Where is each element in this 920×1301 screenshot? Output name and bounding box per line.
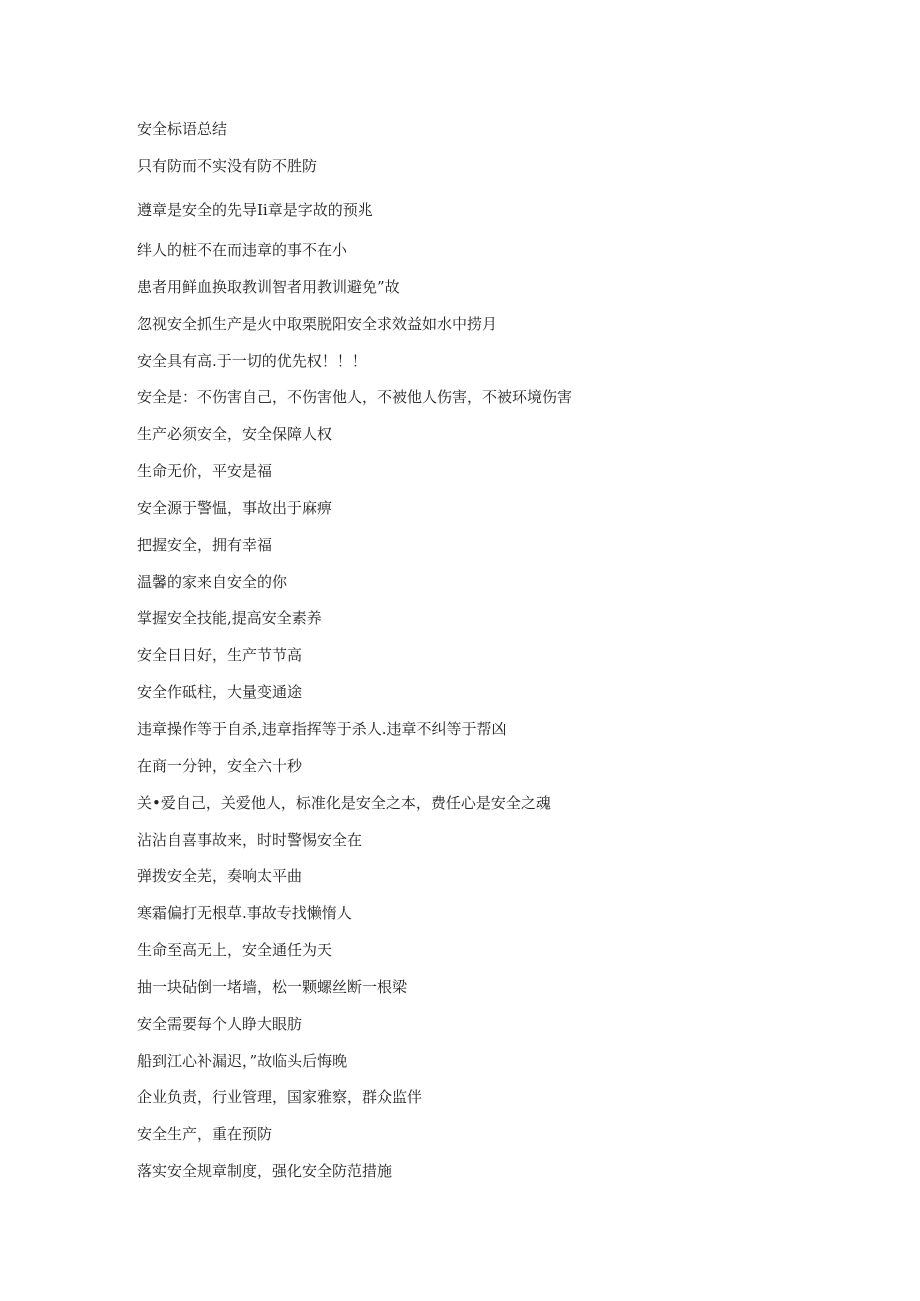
slogan-line: 弹拨安全芜，奏响太平曲 [137,867,303,886]
slogan-line: 温馨的家来自安全的你 [137,572,288,591]
slogan-line: 把握安全，拥有幸福 [137,535,273,554]
document-title: 安全标语总结 [137,120,228,138]
slogan-line: 安全源于警愠，事故出于麻痹 [137,498,333,517]
slogan-line: 关•爱自己，关爱他人，标准化是安全之本，费任心是安全之魂 [137,793,551,812]
slogan-line: 只有防而不实没有防不胜防 [137,157,318,175]
slogan-line: 绊人的桩不在而违章的事不在小 [137,241,348,259]
slogan-line: 安全日日好，生产节节高 [137,646,303,665]
slogan-line: 落实安全规章制度，强化安全防范措施 [137,1162,393,1181]
slogan-line: 忽视安全抓生产是火中取栗脱阳安全求效益如水中捞月 [137,314,498,333]
slogan-line: 生产必须安全，安全保障人权 [137,425,333,444]
slogan-line: 船到江心补漏迟，”故临头后悔晚 [137,1051,348,1070]
slogan-line: 生命无价，平安是福 [137,462,273,481]
slogan-line: 沾沾自喜事故来，时时警惕安全在 [137,830,363,849]
slogan-line: 生命至高无上，安全通任为天 [137,941,333,960]
slogan-line: 安全作砥柱，大量变通途 [137,683,303,702]
slogan-line: 安全需要每个人睁大眼肪 [137,1014,303,1033]
slogan-line: 遵章是安全的先导Ii章是字故的预兆 [137,201,373,219]
slogan-line: 违章操作等于自杀,违章指挥等于杀人.违章不纠等于帮凶 [137,719,507,738]
slogan-line: 安全生产，重在预防 [137,1125,273,1144]
slogan-line: 患者用鲜血换取教训智者用教训避免”故 [137,277,400,296]
slogan-line: 企业负责，行业管理，国家雅察，群众监伴 [137,1088,423,1107]
slogan-line: 在商一分钟，安全六十秒 [137,756,303,775]
slogan-line: 安全是：不伤害自己，不伤害他人，不被他人伤害，不被环境伤害 [137,388,573,407]
slogan-line: 寒霜偏打无根草.事故专找懒惰人 [137,904,352,923]
slogan-line: 掌握安全技能,提高安全素养 [137,609,322,628]
slogan-line: 安全具有高.于一切的优先权！！！ [137,351,367,370]
slogan-list [137,115,857,1190]
slogan-line: 抽一块砧倒一堵墙，松一颗螺丝断一根梁 [137,977,408,996]
